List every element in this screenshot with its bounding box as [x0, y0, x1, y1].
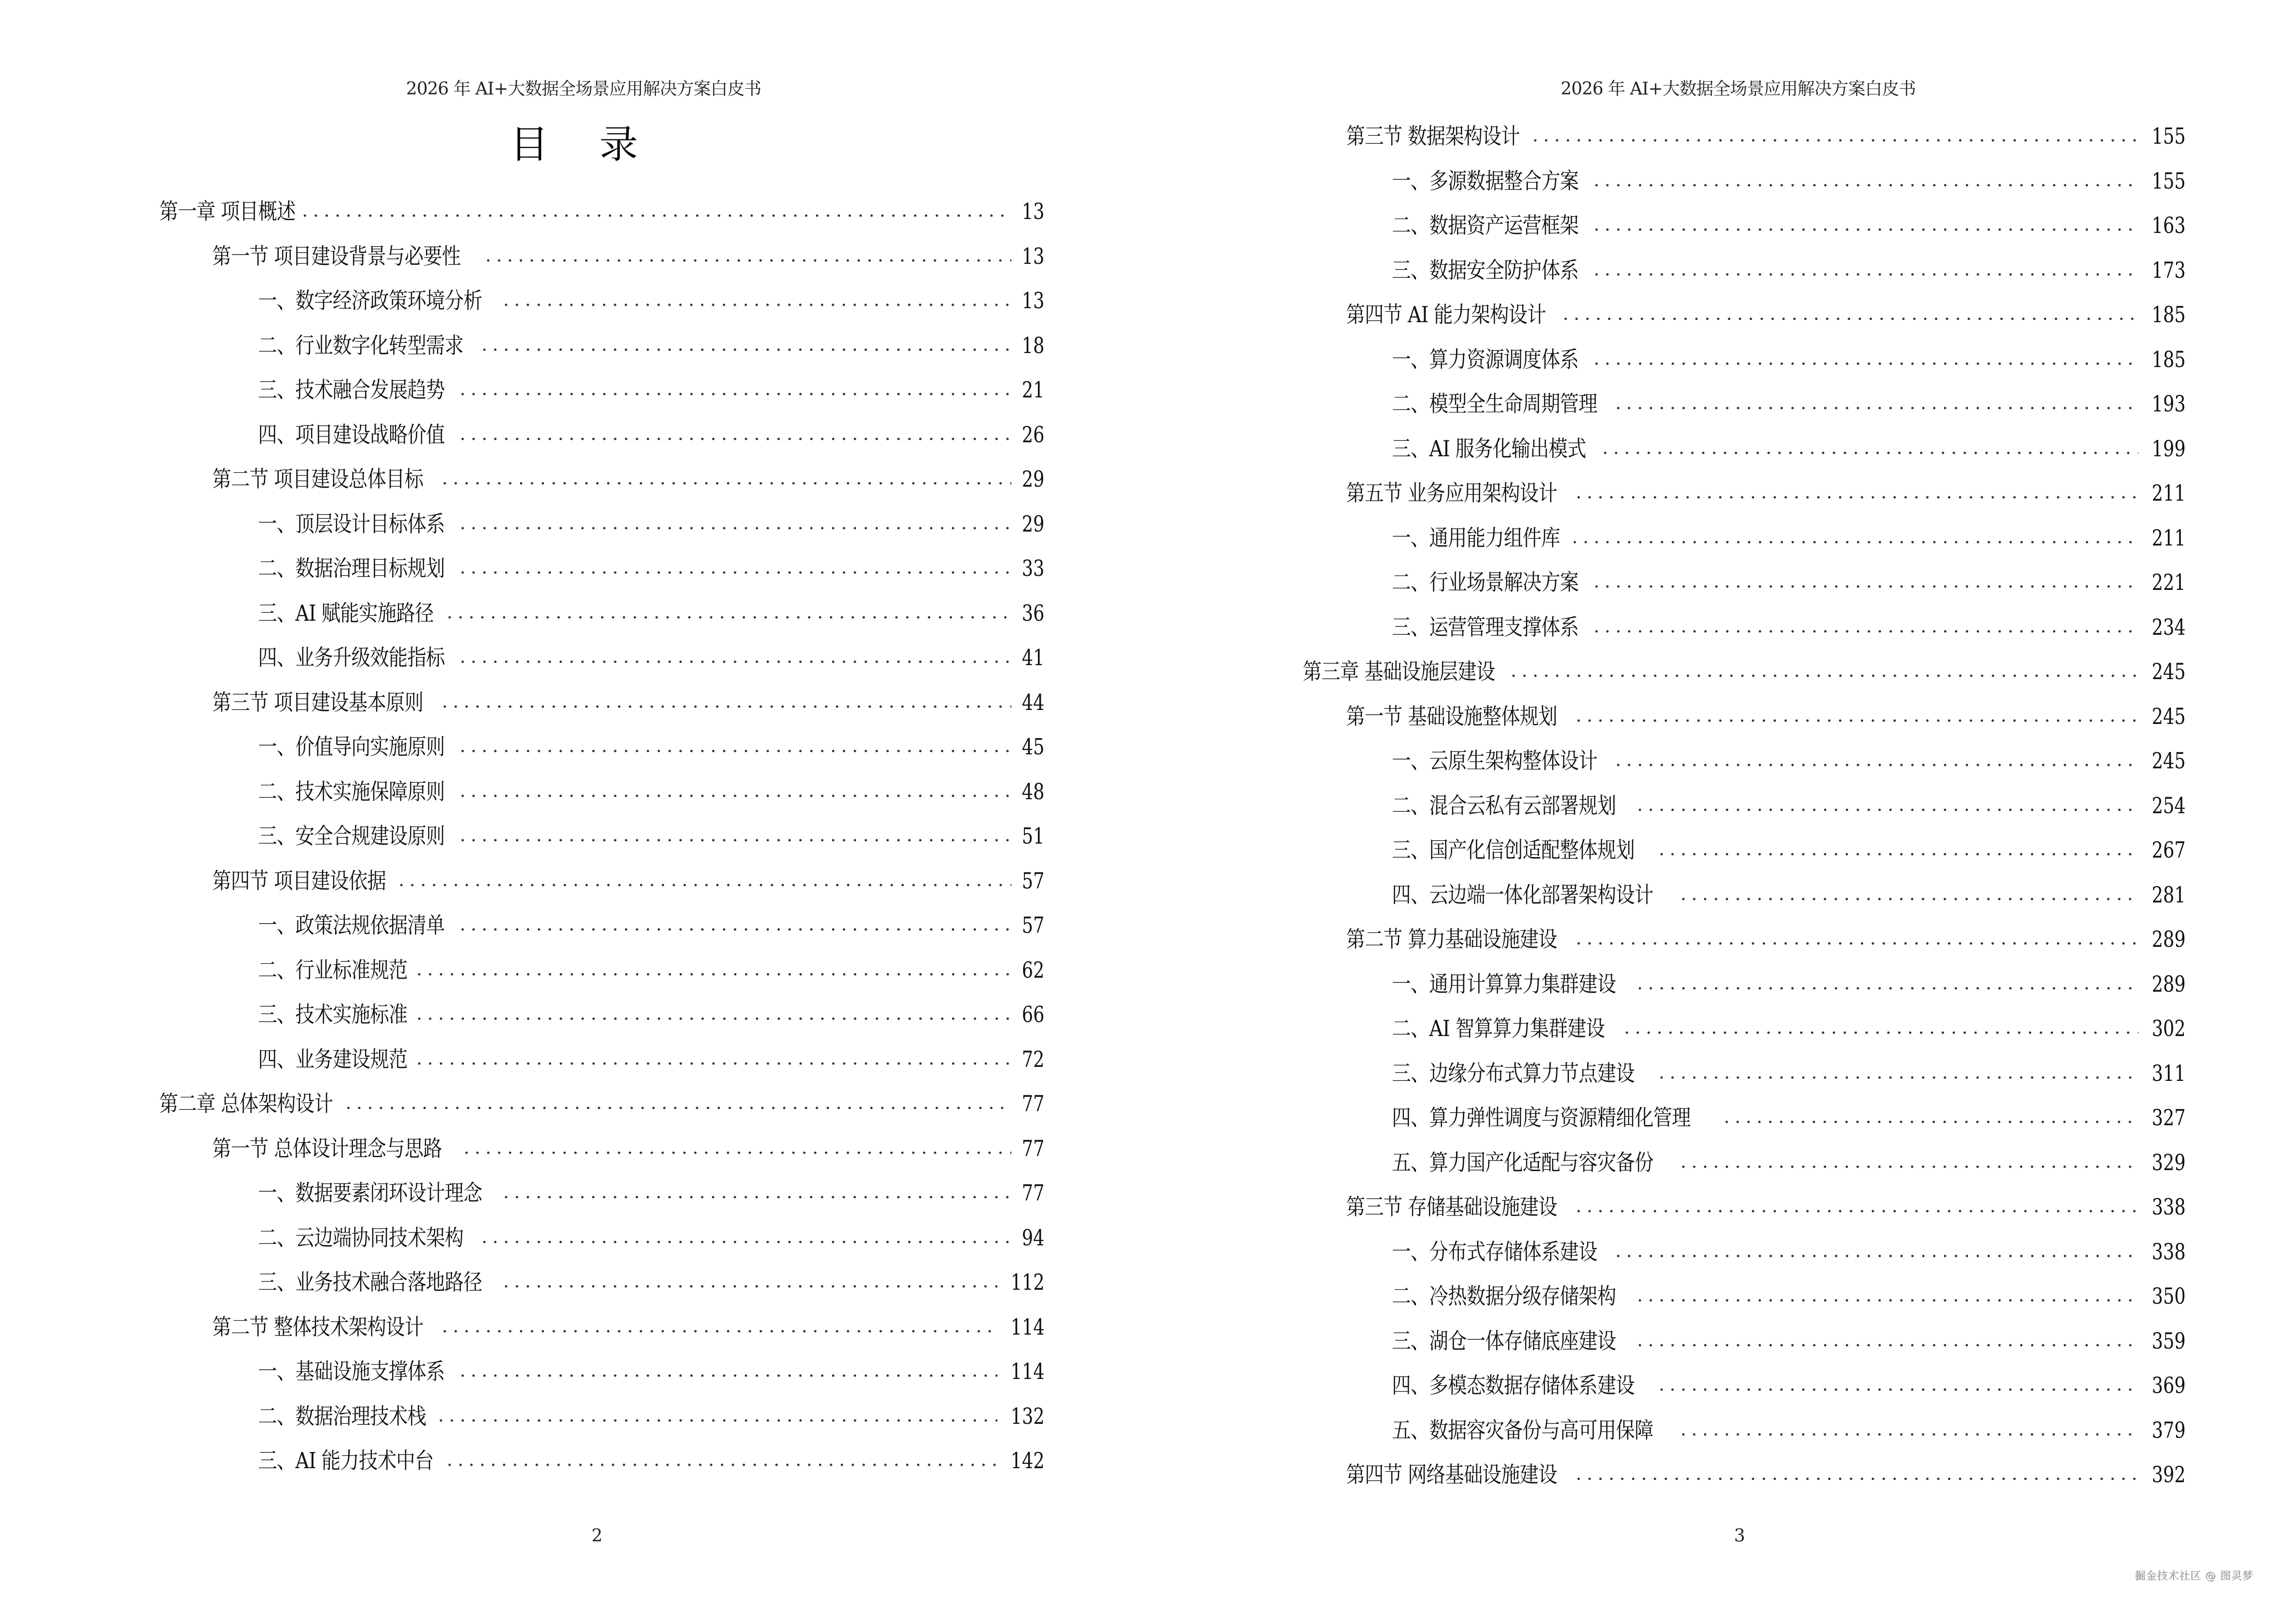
dot-leader — [457, 928, 1012, 931]
dot-leader — [1621, 1031, 2138, 1035]
toc-entry-chapter[interactable] — [1144, 649, 2287, 694]
dot-leader — [1573, 1477, 2138, 1481]
toc-entry-item[interactable] — [1144, 159, 2287, 204]
toc-entry-item[interactable] — [0, 1394, 1144, 1439]
toc-list — [0, 189, 1144, 1483]
toc-entry-section[interactable] — [0, 1126, 1144, 1171]
toc-entry-item[interactable] — [0, 1438, 1144, 1483]
toc-entry-item[interactable] — [0, 323, 1144, 368]
toc-entry-title: 一、通用能力组件库 — [1392, 524, 1560, 551]
toc-entry-section[interactable] — [1144, 471, 2287, 516]
toc-entry-item[interactable] — [0, 903, 1144, 948]
toc-entry-section[interactable] — [1144, 292, 2287, 337]
toc-entry-item[interactable] — [1144, 1140, 2287, 1185]
toc-entry-page-number: 62 — [1022, 956, 1045, 983]
toc-entry-page-number: 281 — [2151, 881, 2186, 908]
toc-entry-section[interactable] — [1144, 917, 2287, 962]
toc-entry-page-number: 254 — [2151, 792, 2186, 819]
toc-entry-title: 四、项目建设战略价值 — [258, 421, 445, 448]
dot-leader — [1591, 629, 2138, 633]
dot-leader — [396, 883, 1011, 887]
toc-entry-title: 二、AI 智算算力集群建设 — [1392, 1015, 1605, 1042]
toc-entry-title: 第一章 项目概述 — [159, 198, 296, 225]
toc-entry-title: 四、多模态数据存储体系建设 — [1392, 1372, 1635, 1399]
toc-entry-page-number: 302 — [2151, 1015, 2186, 1042]
toc-entry-title: 二、行业数字化转型需求 — [258, 332, 463, 358]
toc-entry-page-number: 185 — [2151, 346, 2186, 372]
toc-entry-title: 二、数据治理目标规划 — [258, 555, 445, 582]
dot-leader — [1569, 540, 2138, 544]
dot-leader — [439, 481, 1011, 485]
dot-leader — [1573, 719, 2138, 723]
toc-entry-title: 第四节 网络基础设施建设 — [1346, 1461, 1557, 1488]
dot-leader — [1573, 495, 2138, 499]
toc-entry-item[interactable] — [1144, 962, 2287, 1007]
dot-leader — [1573, 1209, 2138, 1213]
dot-leader — [457, 660, 1012, 664]
toc-entry-title: 一、分布式存储体系建设 — [1392, 1238, 1597, 1265]
toc-entry-page-number: 57 — [1022, 912, 1045, 939]
dot-leader — [479, 348, 1012, 352]
toc-entry-section[interactable] — [1144, 114, 2287, 159]
toc-entry-item[interactable] — [0, 591, 1144, 636]
dot-leader — [1678, 897, 2138, 901]
toc-entry-page-number: 29 — [1022, 510, 1045, 537]
toc-entry-item[interactable] — [1144, 516, 2287, 560]
toc-entry-page-number: 289 — [2151, 970, 2186, 997]
toc-entry-item[interactable] — [0, 502, 1144, 546]
toc-entry-section[interactable] — [1144, 1452, 2287, 1497]
toc-entry-title: 四、云边端一体化部署架构设计 — [1392, 881, 1653, 908]
dot-leader — [299, 214, 1011, 218]
toc-entry-item[interactable] — [1144, 382, 2287, 426]
toc-entry-page-number: 29 — [1022, 466, 1045, 492]
toc-entry-section[interactable] — [1144, 1185, 2287, 1229]
toc-entry-page-number: 13 — [1022, 198, 1045, 225]
toc-entry-title: 二、冷热数据分级存储架构 — [1392, 1283, 1616, 1310]
toc-entry-item[interactable] — [1144, 605, 2287, 650]
toc-entry-title: 第一节 基础设施整体规划 — [1346, 703, 1557, 729]
toc-entry-page-number: 369 — [2151, 1372, 2186, 1399]
dot-leader — [1678, 1433, 2138, 1436]
dot-leader — [444, 615, 1012, 619]
toc-entry-item[interactable] — [0, 1037, 1144, 1082]
toc-entry-item[interactable] — [1144, 426, 2287, 471]
toc-entry-page-number: 163 — [2151, 212, 2186, 239]
toc-entry-page-number: 338 — [2151, 1238, 2186, 1265]
toc-entry-page-number: 36 — [1022, 600, 1045, 626]
toc-entry-page-number: 66 — [1022, 1001, 1045, 1028]
toc-entry-title: 二、行业场景解决方案 — [1392, 569, 1579, 596]
toc-entry-page-number: 77 — [1022, 1091, 1045, 1117]
toc-entry-page-number: 142 — [1010, 1447, 1045, 1474]
toc-entry-page-number: 112 — [1010, 1269, 1045, 1296]
dot-leader — [1613, 406, 2138, 410]
toc-entry-title: 四、算力弹性调度与资源精细化管理 — [1392, 1105, 1691, 1131]
dot-leader — [457, 838, 1012, 842]
toc-entry-page-number: 44 — [1022, 689, 1045, 715]
toc-entry-title: 第一节 项目建设背景与必要性 — [212, 243, 461, 269]
toc-entry-page-number: 245 — [2151, 748, 2186, 774]
dot-leader — [1721, 1120, 2138, 1124]
toc-entry-title: 第三节 项目建设基本原则 — [212, 689, 423, 715]
toc-page-right — [1144, 0, 2287, 1624]
toc-entry-page-number: 132 — [1010, 1403, 1045, 1429]
toc-entry-item[interactable] — [0, 635, 1144, 680]
toc-list — [1144, 114, 2287, 1497]
toc-entry-page-number: 311 — [2151, 1060, 2186, 1086]
toc-entry-page-number: 221 — [2151, 569, 2186, 596]
toc-entry-item[interactable] — [0, 546, 1144, 591]
toc-entry-section[interactable] — [0, 680, 1144, 725]
dot-leader — [1591, 585, 2138, 588]
toc-entry-title: 一、数字经济政策环境分析 — [258, 287, 482, 314]
dot-leader — [1678, 1165, 2138, 1169]
toc-entry-page-number: 379 — [2151, 1417, 2186, 1443]
toc-entry-title: 一、价值导向实施原则 — [258, 734, 445, 760]
toc-entry-page-number: 155 — [2151, 123, 2186, 150]
toc-entry-title: 三、AI 能力技术中台 — [258, 1447, 434, 1474]
toc-entry-page-number: 41 — [1022, 644, 1045, 671]
toc-entry-title: 第二节 整体技术架构设计 — [212, 1313, 423, 1340]
toc-entry-title: 四、业务建设规范 — [258, 1046, 408, 1072]
running-header: 2026 年 AI+大数据全场景应用解决方案白皮书 — [1561, 79, 1916, 99]
dot-leader — [479, 1240, 1012, 1244]
dot-leader — [457, 1374, 997, 1378]
toc-entry-page-number: 173 — [2151, 257, 2186, 283]
toc-entry-title: 三、AI 服务化输出模式 — [1392, 435, 1586, 462]
toc-entry-page-number: 18 — [1022, 332, 1045, 358]
toc-entry-page-number: 77 — [1022, 1135, 1045, 1161]
dot-leader — [414, 1062, 1012, 1065]
dot-leader — [414, 1017, 1012, 1021]
toc-entry-page-number: 392 — [2151, 1461, 2186, 1488]
toc-entry-title: 第二章 总体架构设计 — [159, 1091, 333, 1117]
toc-entry-page-number: 21 — [1022, 377, 1045, 403]
toc-entry-title: 三、技术融合发展趋势 — [258, 377, 445, 403]
toc-entry-page-number: 185 — [2151, 301, 2186, 328]
toc-entry-title: 五、算力国产化适配与容灾备份 — [1392, 1149, 1653, 1175]
dot-leader — [457, 794, 1012, 798]
toc-entry-item[interactable] — [0, 814, 1144, 859]
toc-entry-title: 一、算力资源调度体系 — [1392, 346, 1579, 372]
toc-entry-title: 三、技术实施标准 — [258, 1001, 408, 1028]
dot-leader — [1656, 1388, 2138, 1392]
dot-leader — [439, 1329, 997, 1333]
toc-entry-item[interactable] — [1144, 828, 2287, 873]
toc-entry-item[interactable] — [1144, 1274, 2287, 1319]
toc-entry-page-number: 234 — [2151, 614, 2186, 640]
toc-entry-page-number: 13 — [1022, 243, 1045, 269]
toc-entry-item[interactable] — [1144, 1095, 2287, 1140]
toc-entry-page-number: 193 — [2151, 391, 2186, 417]
toc-entry-page-number: 13 — [1022, 287, 1045, 314]
page-number: 2 — [591, 1526, 603, 1546]
dot-leader — [501, 1195, 1012, 1199]
toc-entry-title: 二、行业标准规范 — [258, 956, 408, 983]
toc-entry-page-number: 48 — [1022, 778, 1045, 805]
toc-entry-item[interactable] — [0, 412, 1144, 457]
dot-leader — [457, 571, 1012, 574]
toc-entry-title: 三、业务技术融合落地路径 — [258, 1269, 482, 1296]
toc-entry-item[interactable] — [1144, 1363, 2287, 1408]
dot-leader — [1656, 1076, 2138, 1079]
toc-entry-page-number: 26 — [1022, 421, 1045, 448]
dot-leader — [444, 1463, 997, 1467]
toc-entry-page-number: 211 — [2151, 480, 2186, 506]
toc-entry-page-number: 267 — [2151, 837, 2186, 863]
toc-entry-section[interactable] — [0, 457, 1144, 502]
dot-leader — [461, 1151, 1011, 1155]
running-header: 2026 年 AI+大数据全场景应用解决方案白皮书 — [406, 79, 761, 99]
toc-title: 目 录 — [510, 122, 657, 167]
toc-entry-item[interactable] — [1144, 1229, 2287, 1274]
dot-leader — [1560, 317, 2138, 321]
toc-entry-page-number: 45 — [1022, 734, 1045, 760]
toc-entry-item[interactable] — [1144, 560, 2287, 605]
dot-leader — [457, 437, 1012, 441]
dot-leader — [1591, 183, 2138, 187]
toc-entry-page-number: 77 — [1022, 1180, 1045, 1206]
toc-entry-page-number: 327 — [2151, 1105, 2186, 1131]
dot-leader — [1634, 1343, 2138, 1347]
toc-entry-page-number: 245 — [2151, 658, 2186, 685]
toc-entry-item[interactable] — [0, 769, 1144, 814]
toc-entry-item[interactable] — [1144, 337, 2287, 382]
toc-entry-page-number: 72 — [1022, 1046, 1045, 1072]
dot-leader — [1634, 1298, 2138, 1302]
dot-leader — [457, 392, 1012, 396]
toc-entry-title: 第五节 业务应用架构设计 — [1346, 480, 1557, 506]
toc-entry-title: 一、基础设施支撑体系 — [258, 1358, 445, 1385]
watermark: 掘金技术社区 @ 图灵梦 — [2135, 1570, 2253, 1582]
toc-entry-item[interactable] — [0, 1171, 1144, 1215]
toc-entry-title: 第三节 存储基础设施建设 — [1346, 1194, 1557, 1220]
dot-leader — [1634, 986, 2138, 990]
toc-entry-title: 第四节 AI 能力架构设计 — [1346, 301, 1546, 328]
toc-entry-section[interactable] — [0, 234, 1144, 279]
dot-leader — [457, 749, 1012, 753]
toc-entry-item[interactable] — [1144, 203, 2287, 248]
toc-entry-title: 一、顶层设计目标体系 — [258, 510, 445, 537]
toc-entry-title: 三、边缘分布式算力节点建设 — [1392, 1060, 1635, 1086]
toc-entry-page-number: 114 — [1010, 1313, 1045, 1340]
toc-entry-title: 一、政策法规依据清单 — [258, 912, 445, 939]
toc-entry-title: 三、国产化信创适配整体规划 — [1392, 837, 1635, 863]
toc-entry-item[interactable] — [0, 992, 1144, 1037]
toc-entry-section[interactable] — [0, 859, 1144, 903]
dot-leader — [1530, 138, 2138, 142]
toc-entry-page-number: 57 — [1022, 867, 1045, 894]
toc-entry-title: 二、技术实施保障原则 — [258, 778, 445, 805]
dot-leader — [1508, 674, 2138, 678]
toc-entry-page-number: 359 — [2151, 1327, 2186, 1354]
toc-entry-title: 二、数据治理技术栈 — [258, 1403, 426, 1429]
toc-entry-section[interactable] — [1144, 694, 2287, 739]
toc-entry-title: 五、数据容灾备份与高可用保障 — [1392, 1417, 1653, 1443]
dot-leader — [414, 972, 1012, 976]
toc-entry-page-number: 350 — [2151, 1283, 2186, 1310]
toc-entry-page-number: 199 — [2151, 435, 2186, 462]
dot-leader — [439, 705, 1011, 709]
toc-entry-item[interactable] — [1144, 1319, 2287, 1364]
dot-leader — [1591, 228, 2138, 232]
toc-entry-title: 三、AI 赋能实施路径 — [258, 600, 434, 626]
dot-leader — [1591, 362, 2138, 366]
toc-entry-page-number: 155 — [2151, 167, 2186, 194]
dot-leader — [1613, 763, 2138, 767]
toc-entry-title: 第四节 项目建设依据 — [212, 867, 386, 894]
toc-entry-title: 一、数据要素闭环设计理念 — [258, 1180, 482, 1206]
toc-entry-item[interactable] — [1144, 738, 2287, 783]
toc-entry-item[interactable] — [1144, 1051, 2287, 1096]
toc-entry-title: 第三节 数据架构设计 — [1346, 123, 1520, 150]
toc-entry-title: 一、通用计算算力集群建设 — [1392, 970, 1616, 997]
toc-entry-item[interactable] — [0, 1260, 1144, 1305]
toc-entry-item[interactable] — [0, 368, 1144, 412]
toc-entry-item[interactable] — [1144, 1006, 2287, 1051]
dot-leader — [343, 1106, 1011, 1110]
dot-leader — [1600, 451, 2138, 455]
dot-leader — [1573, 942, 2138, 945]
toc-entry-item[interactable] — [1144, 783, 2287, 828]
toc-entry-chapter[interactable] — [0, 189, 1144, 234]
dot-leader — [457, 526, 1012, 530]
dot-leader — [501, 303, 1012, 307]
toc-entry-title: 四、业务升级效能指标 — [258, 644, 445, 671]
toc-entry-title: 第三章 基础设施层建设 — [1303, 658, 1495, 685]
dot-leader — [1634, 808, 2138, 812]
toc-entry-page-number: 94 — [1022, 1224, 1045, 1251]
toc-entry-title: 二、模型全生命周期管理 — [1392, 391, 1597, 417]
toc-entry-item[interactable] — [0, 1215, 1144, 1260]
dot-leader — [436, 1419, 997, 1422]
toc-entry-title: 三、湖仓一体存储底座建设 — [1392, 1327, 1616, 1354]
toc-entry-page-number: 245 — [2151, 703, 2186, 729]
toc-entry-item[interactable] — [1144, 873, 2287, 917]
page-number: 3 — [1734, 1526, 1745, 1546]
toc-entry-title: 第二节 项目建设总体目标 — [212, 466, 423, 492]
dot-leader — [1613, 1254, 2138, 1258]
toc-entry-item[interactable] — [1144, 1408, 2287, 1453]
toc-entry-item[interactable] — [0, 278, 1144, 323]
toc-entry-page-number: 51 — [1022, 823, 1045, 849]
toc-entry-title: 二、混合云私有云部署规划 — [1392, 792, 1616, 819]
toc-entry-page-number: 329 — [2151, 1149, 2186, 1175]
toc-entry-item[interactable] — [0, 1349, 1144, 1394]
toc-entry-page-number: 289 — [2151, 926, 2186, 953]
toc-entry-item[interactable] — [1144, 248, 2287, 293]
toc-entry-title: 第二节 算力基础设施建设 — [1346, 926, 1557, 953]
toc-entry-item[interactable] — [0, 948, 1144, 993]
toc-entry-item[interactable] — [0, 724, 1144, 769]
toc-entry-title: 二、云边端协同技术架构 — [258, 1224, 463, 1251]
toc-entry-page-number: 33 — [1022, 555, 1045, 582]
toc-entry-section[interactable] — [0, 1305, 1144, 1350]
dot-leader — [1591, 273, 2138, 276]
toc-entry-page-number: 338 — [2151, 1194, 2186, 1220]
dot-leader — [483, 259, 1011, 262]
toc-entry-title: 三、数据安全防护体系 — [1392, 257, 1579, 283]
toc-entry-title: 二、数据资产运营框架 — [1392, 212, 1579, 239]
dot-leader — [501, 1284, 997, 1288]
dot-leader — [1656, 852, 2138, 856]
toc-entry-title: 三、安全合规建设原则 — [258, 823, 445, 849]
toc-entry-title: 第一节 总体设计理念与思路 — [212, 1135, 442, 1161]
toc-entry-title: 一、多源数据整合方案 — [1392, 167, 1579, 194]
toc-entry-title: 一、云原生架构整体设计 — [1392, 748, 1597, 774]
toc-entry-chapter[interactable] — [0, 1081, 1144, 1126]
toc-entry-page-number: 211 — [2151, 524, 2186, 551]
toc-entry-title: 三、运营管理支撑体系 — [1392, 614, 1579, 640]
toc-entry-page-number: 114 — [1010, 1358, 1045, 1385]
